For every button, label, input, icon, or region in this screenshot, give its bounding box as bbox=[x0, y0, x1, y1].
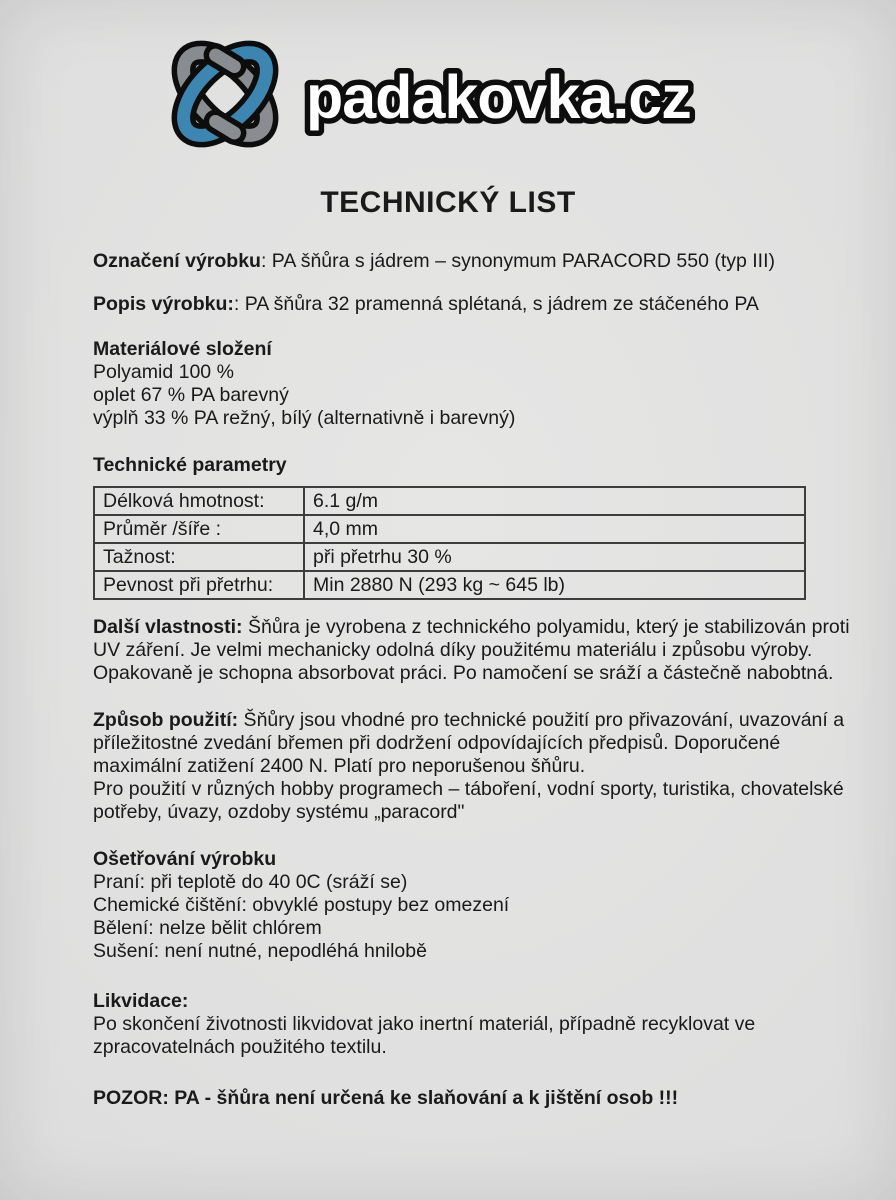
material-heading: Materiálové složení bbox=[93, 338, 272, 360]
product-designation-value: : PA šňůra s jádrem – synonymum PARACORD 550 (typ III) bbox=[260, 250, 776, 272]
product-description bbox=[93, 293, 865, 316]
param-label: Tažnost: bbox=[94, 543, 304, 571]
material-line: oplet 67 % PA barevný bbox=[93, 384, 289, 406]
param-label: Průměr /šíře : bbox=[94, 515, 304, 543]
material-line: výplň 33 % PA režný, bílý (alternativně i barevný) bbox=[93, 407, 516, 429]
usage-paragraph bbox=[93, 709, 865, 778]
other-properties bbox=[93, 616, 865, 685]
param-value: 6.1 g/m bbox=[304, 487, 805, 515]
product-designation bbox=[93, 250, 865, 273]
product-description-value: : PA šňůra 32 pramenná splétaná, s jádrem ze stáčeného PA bbox=[233, 293, 759, 315]
param-value: Min 2880 N (293 kg ~ 645 lb) bbox=[304, 571, 805, 599]
param-value: při přetrhu 30 % bbox=[304, 543, 805, 571]
knot-logo-icon bbox=[169, 38, 281, 150]
logo bbox=[0, 0, 896, 164]
param-label: Délková hmotnost: bbox=[94, 487, 304, 515]
logo-text: padakovka.cz bbox=[306, 63, 691, 131]
care-line: Bělení: nelze bělit chlórem bbox=[93, 917, 322, 939]
param-label: Pevnost při přetrhu: bbox=[94, 571, 304, 599]
care-line: Praní: při teplotě do 40 0C (sráží se) bbox=[93, 871, 408, 893]
care-line: Sušení: není nutné, nepodléhá hnilobě bbox=[93, 940, 427, 962]
other-properties-label: Další vlastnosti: bbox=[93, 616, 243, 638]
usage-label: Způsob použití: bbox=[93, 709, 239, 731]
table-row bbox=[94, 543, 805, 571]
parameters-table bbox=[93, 486, 806, 600]
document-body bbox=[93, 250, 865, 1110]
product-description-label: Popis výrobku: bbox=[93, 293, 234, 315]
table-row bbox=[94, 515, 805, 543]
usage-text: Šňůry jsou vhodné pro technické použití pro přivazování, uvazování a příležitostné zvedání břemen při dodržení odpovídajících předpisů. Doporučené maximální zatižení 2400 N. Platí pro neporušenou šňůru. bbox=[93, 709, 845, 777]
page-title: TECHNICKÝ LIST bbox=[320, 186, 576, 219]
other-properties-text: Šňůra je vyrobena z technického polyamidu, který je stabilizován proti UV záření. Je velmi mechanicky odolná díky použitému materiálu i způsobu výroby. Opakovaně je schopna absorbovat práci. Po namočení se sráží a částečně nabobtná. bbox=[93, 616, 850, 684]
table-row bbox=[94, 571, 805, 599]
table-row bbox=[94, 487, 805, 515]
parameters-heading: Technické parametry bbox=[93, 454, 287, 476]
disposal-text: Po skončení životnosti likvidovat jako inertní materiál, případně recyklovat ve zpracovatelnách použitého textilu. bbox=[93, 1013, 756, 1058]
usage-paragraph-2: Pro použití v různých hobby programech – táboření, vodní sporty, turistika, chovatelské potřeby, úvazy, ozdoby systému „paracord" bbox=[93, 778, 844, 823]
product-designation-label: Označení výrobku bbox=[93, 250, 261, 272]
param-value: 4,0 mm bbox=[304, 515, 805, 543]
care-line: Chemické čištění: obvyklé postupy bez omezení bbox=[93, 894, 510, 916]
care-heading: Ošetřování výrobku bbox=[93, 848, 277, 870]
material-section bbox=[93, 338, 865, 430]
disposal-section bbox=[93, 990, 865, 1059]
usage-section bbox=[93, 709, 865, 824]
care-section bbox=[93, 848, 865, 963]
warning-line: POZOR: PA - šňůra není určená ke slaňování a k jištění osob !!! bbox=[93, 1087, 679, 1109]
padakovka-logo bbox=[158, 24, 738, 164]
parameters-section bbox=[93, 454, 865, 600]
disposal-heading: Likvidace: bbox=[93, 990, 189, 1012]
material-line: Polyamid 100 % bbox=[93, 361, 234, 383]
